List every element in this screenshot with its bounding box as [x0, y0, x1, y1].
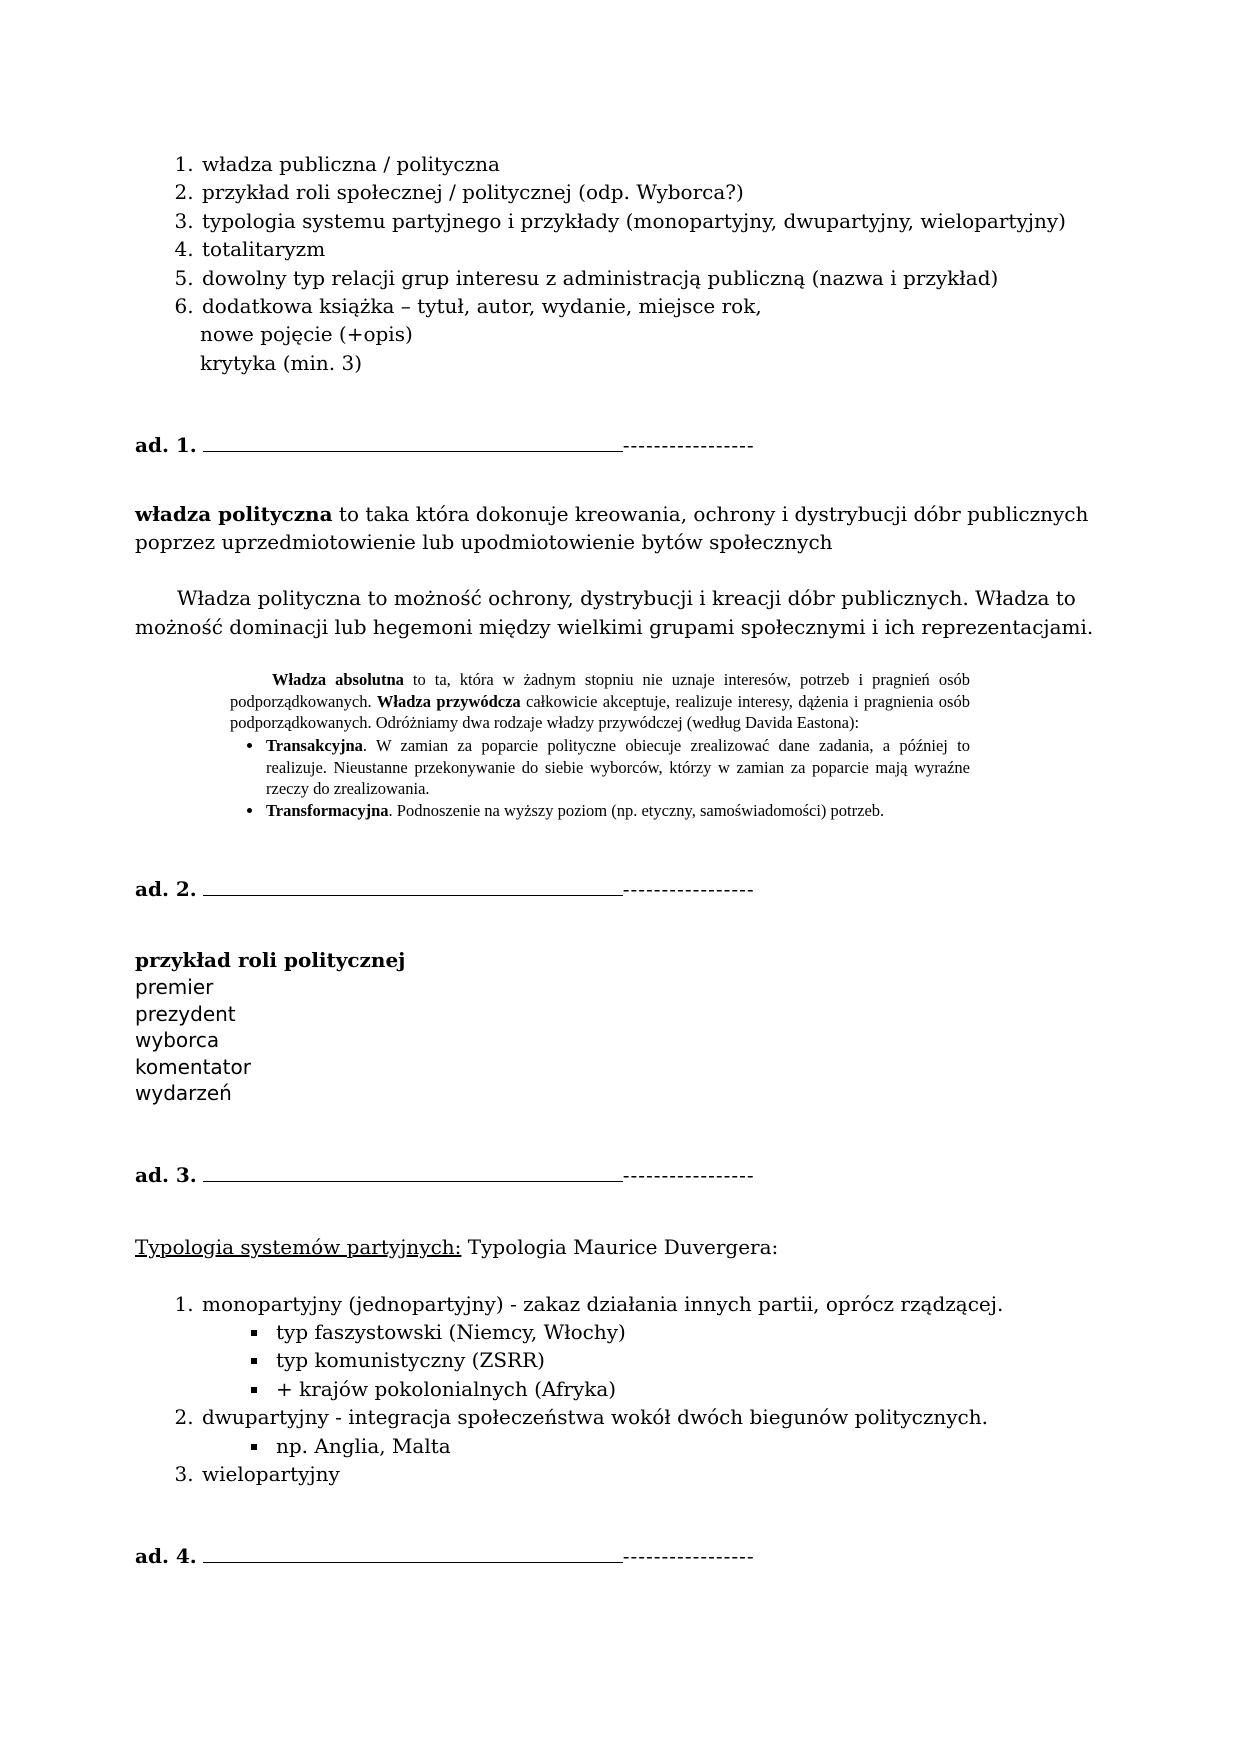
- bullet-item: [264, 735, 970, 799]
- term-bold: Transakcyjna: [266, 736, 363, 756]
- term-bold: Władza przywódcza: [376, 691, 521, 711]
- list-item: [200, 1290, 1107, 1404]
- ad2-divider: [135, 875, 1107, 903]
- list-item: 6. dodatkowa książka – tytuł, autor, wydanie, miejsce rok,: [200, 292, 1107, 320]
- typology-sublist: [202, 1432, 1107, 1460]
- ad2-label: ad. 2.: [135, 877, 197, 902]
- explanation-paragraph: Władza polityczna to możność ochrony, dystrybucji i kreacji dóbr publicznych. Władza to możność dominacji lub hegemoni między wielkimi grupami społecznymi i ich reprezentacjami.: [135, 586, 1094, 639]
- dashes: -----------------: [622, 1544, 755, 1569]
- ad1-divider: [135, 431, 1107, 459]
- term-bold: Władza absolutna: [272, 670, 404, 690]
- sub-item: ▪ typ komunistyczny (ZSRR): [270, 1346, 1107, 1374]
- typology-item-text: monopartyjny (jednopartyjny) - zakaz działania innych partii, oprócz rządzącej.: [202, 1291, 1004, 1316]
- list-item: 5. dowolny typ relacji grup interesu z administracją publiczną (nazwa i przykład): [200, 264, 1107, 292]
- exam-requirements-list: [135, 150, 1107, 320]
- list-item: 1. władza publiczna / polityczna: [200, 150, 1107, 178]
- role-item: premier: [135, 974, 214, 999]
- quote-block: [230, 669, 970, 821]
- sub-item: ▪ typ faszystowski (Niemcy, Włochy): [270, 1318, 1107, 1346]
- term-bold: władza polityczna: [135, 501, 333, 526]
- ad4-label: ad. 4.: [135, 1544, 197, 1569]
- typology-sublist: [202, 1318, 1107, 1403]
- role-item: prezydent: [135, 1001, 236, 1026]
- typology-heading-rest: Typologia Maurice Duvergera:: [461, 1235, 779, 1260]
- ad4-divider: [135, 1542, 1107, 1570]
- dashes: -----------------: [622, 433, 755, 458]
- bullet-item: [264, 800, 970, 821]
- bullet-text: . W zamian za poparcie polityczne obiecuje zrealizować dane zadania, a później to realizuje. Nieustanne przekonywanie do siebie wyborców, którzy w zamian za poparcie mają wyraźne rzeczy do zrealizowania.: [266, 736, 970, 799]
- ad3-divider: [135, 1161, 1107, 1189]
- list-item: [200, 1460, 1107, 1488]
- typology-heading: [135, 1233, 1107, 1261]
- list-item-continuation: nowe pojęcie (+opis): [200, 322, 413, 347]
- quote-text: całkowicie akceptuje, realizuje interesy, dążenia i pragnienia osób podporządkowanych. Odróżniamy dwa rodzaje władzy przywódczej (według Davida Eastona):: [230, 691, 970, 732]
- typology-list: [135, 1290, 1107, 1489]
- ad3-label: ad. 3.: [135, 1162, 197, 1187]
- bullet-text: . Podnoszenie na wyższy poziom (np. etyczny, samoświadomości) potrzeb.: [388, 800, 885, 820]
- sub-item: ▪ + krajów pokolonialnych (Afryka): [270, 1375, 1107, 1403]
- list-item-continuation: krytyka (min. 3): [200, 350, 363, 375]
- typology-item-text: dwupartyjny - integracja społeczeństwa wokół dwóch biegunów politycznych.: [202, 1405, 988, 1430]
- definition-paragraph: [135, 500, 1107, 557]
- role-item: komentator: [135, 1054, 251, 1079]
- term-bold: Transformacyjna: [266, 800, 389, 820]
- definition-text: to taka która dokonuje kreowania, ochrony i dystrybucji dóbr publicznych poprzez uprzedmiotowienie lub upodmiotowienie bytów społecznych: [135, 501, 1089, 554]
- quote-bullet-list: [230, 735, 970, 821]
- fill-in-line: [203, 895, 623, 896]
- role-item: wyborca: [135, 1028, 220, 1053]
- dashes: -----------------: [622, 877, 755, 902]
- list-item: 2. przykład roli społecznej / politycznej (odp. Wyborca?): [200, 178, 1107, 206]
- dashes: -----------------: [622, 1162, 755, 1187]
- list-item: 3. typologia systemu partyjnego i przykłady (monopartyjny, dwupartyjny, wielopartyjny): [200, 207, 1107, 235]
- quote-intro: [230, 669, 970, 733]
- typology-item-text: wielopartyjny: [202, 1462, 340, 1487]
- role-item: wydarzeń: [135, 1081, 232, 1106]
- list-item: [200, 1403, 1107, 1460]
- fill-in-line: [203, 1562, 623, 1563]
- sub-item: ▪ np. Anglia, Malta: [270, 1432, 1107, 1460]
- typology-heading-underlined: Typologia systemów partyjnych:: [135, 1235, 462, 1260]
- ad1-label: ad. 1.: [135, 433, 197, 458]
- roles-list: [135, 974, 1107, 1107]
- fill-in-line: [203, 1181, 623, 1182]
- quote-text: to ta, która w żadnym stopniu nie uznaje interesów, potrzeb i pragnień osób podporządkowanych.: [230, 670, 970, 711]
- fill-in-line: [203, 451, 623, 452]
- list-item: 4. totalitaryzm: [200, 235, 1107, 263]
- ad2-heading: przykład roli politycznej: [135, 947, 406, 972]
